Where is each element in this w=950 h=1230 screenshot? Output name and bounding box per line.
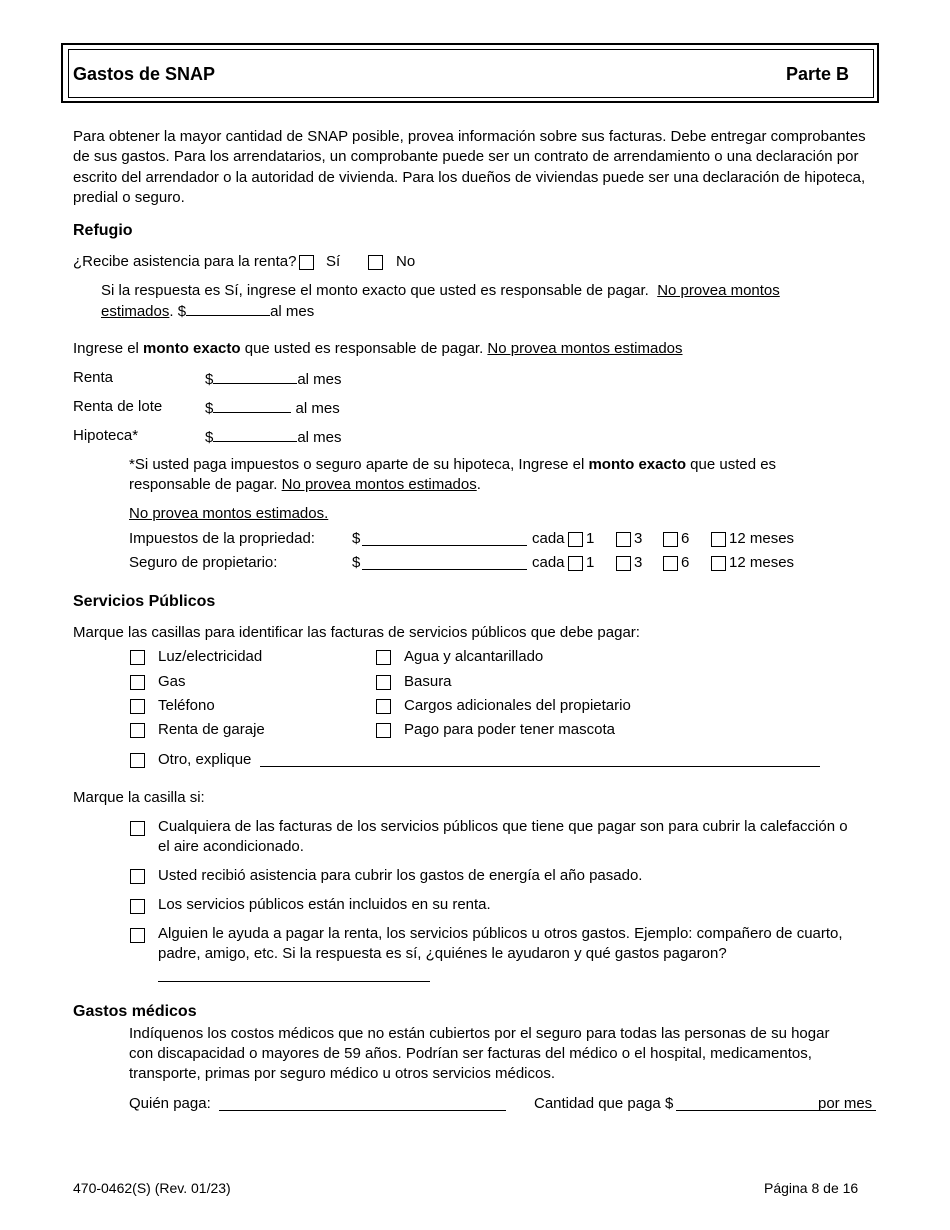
- utility-trash-label: Basura: [404, 673, 452, 690]
- per-month-label: al mes: [270, 303, 315, 320]
- hipoteca-amount-row: [205, 426, 342, 448]
- no-estimates-heading: No provea montos estimados.: [129, 505, 329, 522]
- amount-paid-label: Cantidad que paga $: [534, 1095, 674, 1112]
- utility-garage-label: Renta de garaje: [158, 721, 265, 738]
- per-month-label: al mes: [297, 371, 342, 388]
- renta-amount-field[interactable]: [213, 368, 297, 384]
- someone-helps-answer-field[interactable]: [158, 981, 430, 982]
- heating-cooling-checkbox[interactable]: [130, 821, 145, 836]
- utility-trash-checkbox[interactable]: [376, 675, 391, 690]
- mortgage-note-line2: responsable de pagar.: [129, 476, 278, 493]
- rent-assistance-instruction: [101, 281, 780, 301]
- no-estimates-text: No provea montos: [657, 282, 780, 299]
- mortgage-note-prefix: *Si usted paga impuestos o seguro aparte de su hipoteca, Ingrese el: [129, 456, 585, 473]
- rent-assistance-amount-field[interactable]: [186, 300, 270, 316]
- utility-phone-label: Teléfono: [158, 697, 215, 714]
- homeowner-insurance-amount-field[interactable]: [362, 569, 527, 570]
- freq-12-label: 12 meses: [729, 530, 795, 547]
- utility-gas-label: Gas: [158, 673, 186, 690]
- property-tax-freq-1-checkbox[interactable]: [568, 532, 583, 547]
- homeowner-insurance-label: Seguro de propietario:: [129, 554, 278, 571]
- mortgage-note-line-2: [129, 475, 481, 495]
- section-refugio-title: Refugio: [73, 222, 133, 239]
- mortgage-note-bold: monto exacto: [588, 456, 686, 473]
- insurance-freq-6-checkbox[interactable]: [663, 556, 678, 571]
- freq-3-label: 3: [634, 530, 643, 547]
- per-month-label: al mes: [295, 400, 340, 417]
- property-tax-freq-3-checkbox[interactable]: [616, 532, 631, 547]
- freq-12-label: 12 meses: [729, 554, 795, 571]
- section-medical-title: Gastos médicos: [73, 1003, 197, 1020]
- renta-lote-label: Renta de lote: [73, 398, 163, 415]
- each-label: cada: [532, 554, 565, 571]
- property-tax-freq-6-checkbox[interactable]: [663, 532, 678, 547]
- who-pays-label: Quién paga:: [129, 1095, 211, 1112]
- utility-gas-checkbox[interactable]: [130, 675, 145, 690]
- property-tax-dollar: $: [352, 530, 361, 547]
- property-tax-label: Impuestos de la propriedad:: [129, 530, 315, 547]
- exact-amount-instruction: [73, 339, 683, 359]
- mortgage-note-mid: que usted es: [690, 456, 777, 473]
- period: .: [476, 476, 481, 493]
- renta-amount-row: [205, 368, 342, 390]
- dollar-sign: $: [205, 429, 214, 446]
- medical-description-line-3: transporte, primas por seguro médico u otros servicios médicos.: [129, 1065, 556, 1082]
- renta-lote-amount-row: [205, 397, 340, 419]
- someone-helps-line-2: padre, amigo, etc. Si la respuesta es sí, ¿quiénes le ayudaron y qué gastos pagaron?: [158, 945, 727, 962]
- utilities-included-label: Los servicios públicos están incluidos en su renta.: [158, 896, 491, 913]
- page-number: Página 8 de 16: [764, 1180, 859, 1196]
- enter-prefix: Ingrese el: [73, 340, 139, 357]
- insurance-freq-1-checkbox[interactable]: [568, 556, 583, 571]
- rent-assistance-yes-checkbox[interactable]: [299, 255, 314, 270]
- energy-assistance-checkbox[interactable]: [130, 869, 145, 884]
- exact-amount-bold: monto exacto: [143, 340, 241, 357]
- each-label: cada: [532, 530, 565, 547]
- section-utilities-title: Servicios Públicos: [73, 593, 216, 610]
- utility-other-explain-field[interactable]: [260, 766, 820, 767]
- utility-other-label: Otro, explique: [158, 751, 252, 768]
- intro-paragraph: Para obtener la mayor cantidad de SNAP posible, provea información sobre sus facturas. Debe entregar comprobantes de sus gastos. Para los arrendatarios, un comprobante puede ser un contrato de arrendamiento o una declaración por escrito del arrendador o la autoridad de vivienda. Para los dueños de viviendas puede ser una declaración de hipoteca, predial o seguro.: [73, 128, 866, 206]
- insurance-freq-3-checkbox[interactable]: [616, 556, 631, 571]
- heating-cooling-line-1: Cualquiera de las facturas de los servicios públicos que tiene que pagar son para cubrir la calefacción o: [158, 818, 848, 835]
- freq-1-label: 1: [586, 554, 595, 571]
- if-yes-text: Si la respuesta es Sí, ingrese el monto exacto que usted es responsable de pagar.: [101, 282, 649, 299]
- utility-pet-fee-label: Pago para poder tener mascota: [404, 721, 615, 738]
- no-estimates-underlined: No provea montos estimados: [281, 476, 477, 493]
- mortgage-note-line-1: [129, 455, 776, 475]
- energy-assistance-label: Usted recibió asistencia para cubrir los gastos de energía el año pasado.: [158, 867, 643, 884]
- freq-1-label: 1: [586, 530, 595, 547]
- freq-6-label: 6: [681, 554, 690, 571]
- someone-helps-checkbox[interactable]: [130, 928, 145, 943]
- utility-pet-fee-checkbox[interactable]: [376, 723, 391, 738]
- dollar-sign: $: [205, 371, 214, 388]
- hipoteca-amount-field[interactable]: [213, 426, 297, 442]
- utility-landlord-fees-checkbox[interactable]: [376, 699, 391, 714]
- per-month-label: al mes: [297, 429, 342, 446]
- page-title: Gastos de SNAP: [73, 64, 216, 84]
- utility-water-checkbox[interactable]: [376, 650, 391, 665]
- dollar-sign: $: [205, 400, 214, 417]
- utility-electricity-label: Luz/electricidad: [158, 648, 263, 665]
- freq-6-label: 6: [681, 530, 690, 547]
- form-number: 470-0462(S) (Rev. 01/23): [73, 1180, 231, 1196]
- who-pays-field[interactable]: [219, 1110, 506, 1111]
- part-label: Parte B: [786, 64, 850, 84]
- dollar-sign: . $: [169, 303, 187, 320]
- renta-lote-amount-field[interactable]: [213, 397, 291, 413]
- renta-label: Renta: [73, 369, 114, 386]
- utility-landlord-fees-label: Cargos adicionales del propietario: [404, 697, 631, 714]
- property-tax-freq-12-checkbox[interactable]: [711, 532, 726, 547]
- medical-description-line-2: con discapacidad o mayores de 59 años. Podrían ser facturas del médico o el hospital, medicamentos,: [129, 1045, 812, 1062]
- utilities-instructions: Marque las casillas para identificar las facturas de servicios públicos que debe pagar:: [73, 624, 640, 641]
- utility-water-label: Agua y alcantarillado: [404, 648, 544, 665]
- heating-cooling-line-2: el aire acondicionado.: [158, 838, 304, 855]
- enter-suffix: que usted es responsable de pagar.: [244, 340, 484, 357]
- hipoteca-label: Hipoteca*: [73, 427, 139, 444]
- utility-electricity-checkbox[interactable]: [130, 650, 145, 665]
- utility-other-checkbox[interactable]: [130, 753, 145, 768]
- utility-phone-checkbox[interactable]: [130, 699, 145, 714]
- utilities-included-checkbox[interactable]: [130, 899, 145, 914]
- rent-assistance-no-label: No: [396, 253, 416, 270]
- property-tax-amount-field[interactable]: [362, 545, 527, 546]
- someone-helps-line-1: Alguien le ayuda a pagar la renta, los servicios públicos u otros gastos. Ejemplo: compañero de cuarto,: [158, 925, 843, 942]
- per-month-label: por mes: [818, 1095, 873, 1112]
- rent-assistance-amount-row: [101, 300, 314, 322]
- rent-assistance-question: ¿Recibe asistencia para la renta?: [73, 253, 297, 270]
- medical-description-line-1: Indíquenos los costos médicos que no están cubiertos por el seguro para todas las personas de su hogar: [129, 1025, 830, 1042]
- insurance-freq-12-checkbox[interactable]: [711, 556, 726, 571]
- no-estimates-underlined: No provea montos estimados: [487, 340, 683, 357]
- utility-garage-checkbox[interactable]: [130, 723, 145, 738]
- homeowner-insurance-dollar: $: [352, 554, 361, 571]
- no-estimates-text-2: estimados: [101, 303, 170, 320]
- check-if-label: Marque la casilla si:: [73, 789, 205, 806]
- freq-3-label: 3: [634, 554, 643, 571]
- rent-assistance-yes-label: Sí: [326, 253, 341, 270]
- rent-assistance-no-checkbox[interactable]: [368, 255, 383, 270]
